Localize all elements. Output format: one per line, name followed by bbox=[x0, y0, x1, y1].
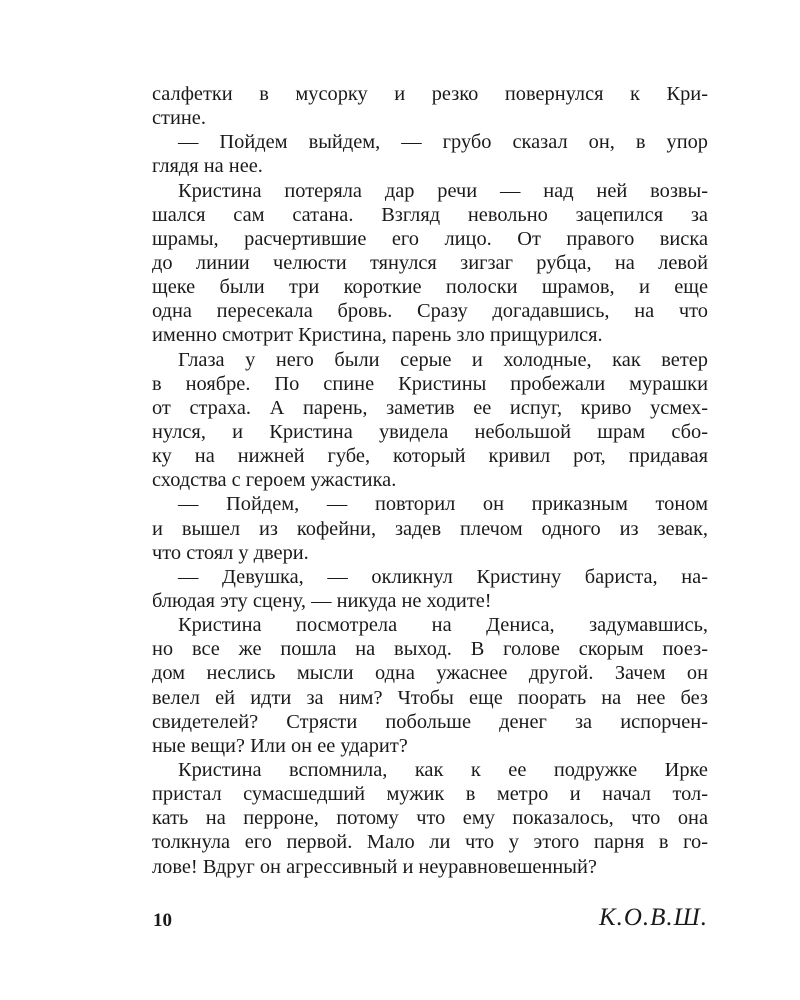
text-line: и вышел из кофейни, задев плечом одного из зевак, bbox=[152, 517, 708, 540]
series-title: К.О.В.Ш. bbox=[598, 904, 708, 931]
text-line: глядя на нее. bbox=[152, 155, 263, 178]
text-line: дом неслись мысли одна ужаснее другой. Зачем он bbox=[152, 662, 708, 685]
text-line: от страха. А парень, заметив ее испуг, криво усмех- bbox=[152, 396, 708, 419]
text-line: — Пойдем, — повторил он приказным тоном bbox=[178, 493, 708, 516]
text-line: толкнула его первой. Мало ли что у этого парня в го- bbox=[152, 831, 708, 854]
text-line: лове! Вдруг он агрессивный и неуравновешенный? bbox=[152, 855, 597, 878]
text-line: — Девушка, — окликнул Кристину бариста, на- bbox=[178, 565, 708, 588]
text-line: Кристина потеряла дар речи — над ней возвы- bbox=[178, 179, 708, 202]
text-line: одна пересекала бровь. Сразу догадавшись, на что bbox=[152, 300, 708, 323]
text-line: именно смотрит Кристина, парень зло прищурился. bbox=[152, 324, 603, 347]
text-line: Кристина вспомнила, как к ее подружке Ирке bbox=[178, 758, 708, 781]
text-line: стине. bbox=[152, 107, 206, 130]
text-line: шался сам сатана. Взгляд невольно зацепился за bbox=[152, 203, 708, 226]
text-line: пристал сумасшедший мужик в метро и начал тол- bbox=[152, 783, 708, 806]
text-line: но все же пошла на выход. В голове скорым поез- bbox=[152, 638, 708, 661]
text-line: в ноябре. По спине Кристины пробежали мурашки bbox=[152, 372, 708, 395]
text-line: Кристина посмотрела на Дениса, задумавшись, bbox=[178, 614, 708, 637]
text-line: блюдая эту сцену, — никуда не ходите! bbox=[152, 589, 492, 612]
body-text bbox=[152, 82, 708, 879]
text-line: кать на перроне, потому что ему показалось, что она bbox=[152, 807, 708, 830]
text-line: щеке были три короткие полоски шрамов, и еще bbox=[152, 276, 708, 299]
text-line: что стоял у двери. bbox=[152, 541, 309, 564]
text-line: — Пойдем выйдем, — грубо сказал он, в упор bbox=[178, 131, 708, 154]
text-line: ные вещи? Или он ее ударит? bbox=[152, 734, 408, 757]
text-line: салфетки в мусорку и резко повернулся к Кри- bbox=[152, 83, 708, 105]
text-line: нулся, и Кристина увидела небольшой шрам сбо- bbox=[152, 420, 708, 443]
text-line: сходства с героем ужастика. bbox=[152, 469, 397, 492]
text-line: шрамы, расчертившие его лицо. От правого виска bbox=[152, 227, 708, 250]
text-line: Глаза у него были серые и холодные, как ветер bbox=[178, 348, 708, 371]
text-line: ку на нижней губе, который кривил рот, придавая bbox=[152, 445, 708, 468]
text-line: велел ей идти за ним? Чтобы еще поорать на нее без bbox=[152, 686, 708, 709]
text-line: свидетелей? Стрясти побольше денег за испорчен- bbox=[152, 710, 708, 733]
page-number: 10 bbox=[153, 910, 172, 931]
text-line: до линии челюсти тянулся зигзаг рубца, на левой bbox=[152, 251, 708, 274]
